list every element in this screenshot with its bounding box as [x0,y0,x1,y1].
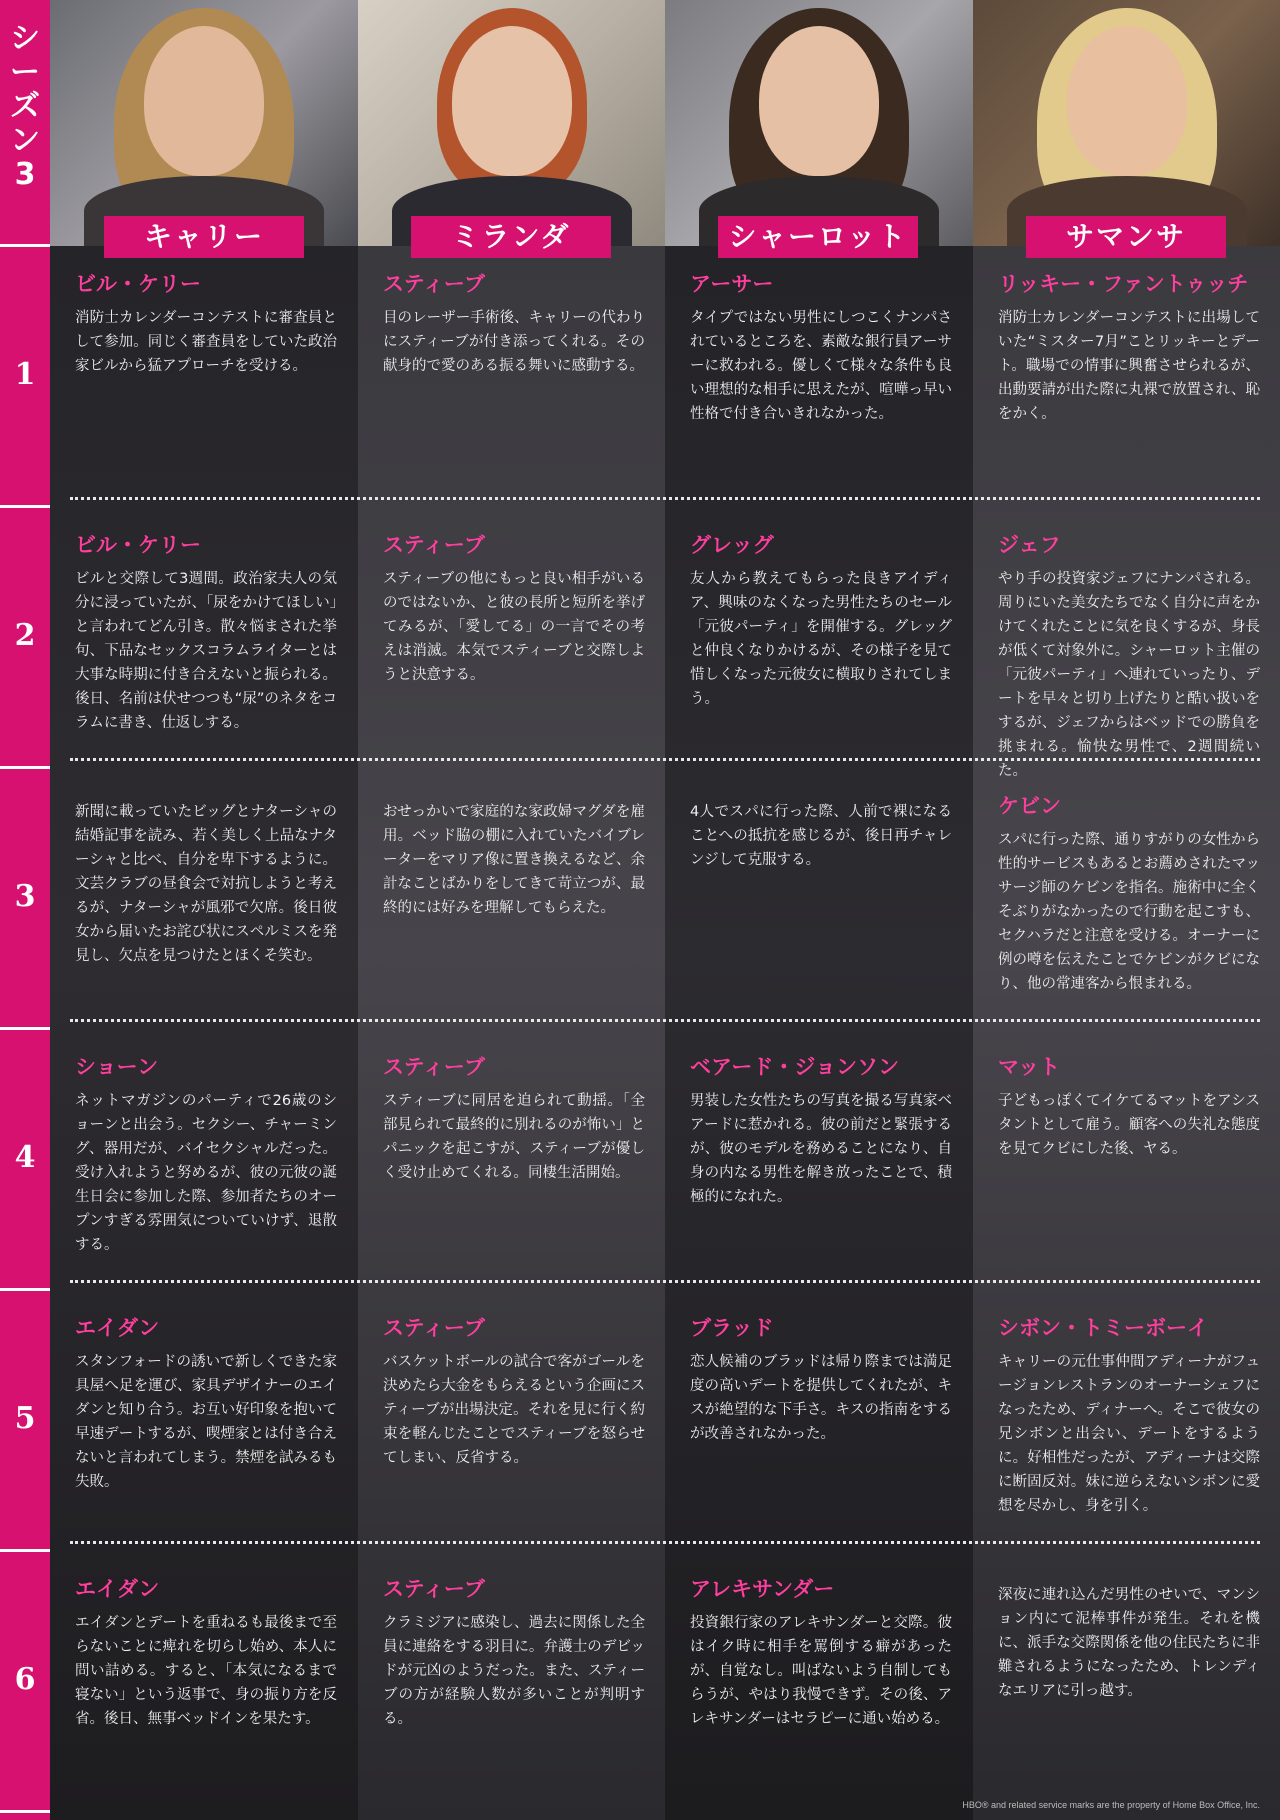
episode-description: クラミジアに感染し、過去に関係した全員に連絡をする羽目に。弁護士のデビッドが元凶のようだった。また、スティーブの方が経験人数が多いことが判明する。 [383,1615,645,1727]
episode-description: 恋人候補のブラッドは帰り際までは満足度の高いデートを提供してくれたが、キスが絶望的な下手さ。キスの指南をするが改善されなかった。 [690,1354,952,1442]
episode-description: キャリーの元仕事仲間アディーナがフュージョンレストランのオーナーシェフになったため、ディナーへ。そこで彼女の兄シボンと出会い、デートをするように。好相性だったが、アディーナは交際に断固反対。妹に逆らえないシボンに愛想を尽かし、身を引く。 [998,1354,1260,1514]
episode-cell-miranda [383,1314,645,1470]
partner-name: ビル・ケリー [75,533,201,557]
episode-description: スティーブに同居を迫られて動揺。「全部見られて最終的に別れるのが怖い」とパニックを起こすが、スティーブが優しく受け止めてくれる。同棲生活開始。 [383,1093,645,1181]
episode-description: 深夜に連れ込んだ男性のせいで、マンション内にて泥棒事件が発生。それを機に、派手な交際関係を他の住民たちに非難されるようになったため、トレンディなエリアに引っ越す。 [998,1587,1260,1699]
season-title-char: ー [10,55,40,90]
episode-cell-carrie [75,1575,337,1731]
partner-name: アレキサンダー [690,1577,835,1601]
episode-number: 2 [14,617,36,653]
miranda-portrait [358,0,665,246]
partner-name: グレッグ [690,533,774,557]
character-name-carrie: キャリー [104,216,304,258]
partner-name: アーサー [690,272,774,296]
episode-description: スタンフォードの誘いで新しくできた家具屋へ足を運び、家具デザイナーのエイダンと知り合う。お互い好印象を抱いて早速デートするが、喫煙家とは付き合えないと言われてしまう。禁煙を試みるも失敗。 [75,1354,337,1490]
episode-description: 目のレーザー手術後、キャリーの代わりにスティーブが付き添ってくれる。その献身的で愛のある振る舞いに感動する。 [383,310,645,374]
partner-name: ビル・ケリー [75,272,201,296]
episode-description: スティーブの他にもっと良い相手がいるのではないか、と彼の長所と短所を挙げてみるが、「愛してる」の一言でその考えは消滅。本気でスティーブと交際しようと決意する。 [383,571,645,683]
episode-cell-miranda [383,270,645,378]
partner-name: スティーブ [383,1055,485,1079]
episode-cell-carrie [75,270,337,378]
episode-description: やり手の投資家ジェフにナンパされる。周りにいた美女たちでなく自分に声をかけてくれたことに気を良くするが、身長が低くて対象外に。シャーロット主催の「元彼パーティ」へ連れていったり、デートを早々と切り上げたりと酷い扱いをするが、ジェフからはベッドでの勝負を挑まれる。愉快な男性で、2週間続いた。 [998,571,1260,779]
carrie-portrait [50,0,358,246]
season-title [10,22,40,192]
character-name-miranda: ミランダ [411,216,611,258]
row-divider [70,1541,1260,1544]
sidebar-divider [0,1549,50,1552]
partner-name: ブラッド [690,1316,774,1340]
episode-number: 4 [14,1139,36,1175]
episode-cell-charlotte [690,792,952,872]
episode-cell-charlotte [690,1314,952,1446]
episode-description: 子どもっぽくてイケてるマットをアシスタントとして雇う。顧客への失礼な態度を見てクビにした後、ヤる。 [998,1093,1260,1157]
episode-cell-carrie [75,792,337,968]
episode-description: エイダンとデートを重ねるも最後まで至らないことに痺れを切らし始め、本人に問い詰める。すると、「本気になるまで寝ない」という返事で、身の振り方を反省。後日、無事ベッドインを果たす。 [75,1615,337,1727]
season-label [0,0,50,246]
season-title-char: ン [10,123,40,158]
episode-cell-charlotte [690,1575,952,1731]
episode-cell-charlotte [690,531,952,711]
copyright-note: HBO® and related service marks are the property of Home Box Office, Inc. [962,1800,1260,1810]
row-divider [70,497,1260,500]
partner-name: ケビン [998,794,1061,818]
episode-description: 新聞に載っていたビッグとナターシャの結婚記事を読み、若く美しく上品なナターシャと比べ、自分を卑下するように。文芸クラブの昼食会で対抗しようと考えるが、ナターシャが風邪で欠席。後日彼女から届いたお詫び状にスペルミスを発見し、欠点を見つけたとほくそ笑む。 [75,804,337,964]
episode-cell-samantha [998,1575,1260,1703]
episode-description: スパに行った際、通りすがりの女性から性的サービスもあるとお薦めされたマッサージ師のケビンを指名。施術中に全くそぶりがなかったので行動を起こすも、セクハラだと注意を受ける。オーナーに例の噂を伝えたことでケビンがクビになり、他の常連客から恨まれる。 [998,832,1260,992]
episode-cell-samantha [998,1314,1260,1518]
episode-description: タイプではない男性にしつこくナンパされているところを、素敵な銀行員アーサーに救われる。優しくて様々な条件も良い理想的な相手に思えたが、喧嘩っ早い性格で付き合いきれなかった。 [690,310,952,422]
episode-description: バスケットボールの試合で客がゴールを決めたら大金をもらえるという企画にスティーブが出場決定。それを見に行く約束を軽んじたことでスティーブを怒らせてしまい、反省する。 [383,1354,645,1466]
partner-name: ジェフ [998,533,1061,557]
charlotte-portrait [665,0,973,246]
episode-cell-carrie [75,531,337,735]
episode-description: 消防士カレンダーコンテストに審査員として参加。同じく審査員をしていた政治家ビルから猛アプローチを受ける。 [75,310,337,374]
episode-description: 4人でスパに行った際、人前で裸になることへの抵抗を感じるが、後日再チャレンジして克服する。 [690,804,952,868]
episode-description: 消防士カレンダーコンテストに出場していた“ミスター7月”ことリッキーとデート。職場での情事に興奮させられるが、出動要請が出た際に丸裸で放置され、恥をかく。 [998,310,1260,422]
sidebar-divider [0,505,50,508]
episode-cell-miranda [383,531,645,687]
season-title-char: 3 [14,157,36,192]
episode-description: 投資銀行家のアレキサンダーと交際。彼はイク時に相手を罵倒する癖があったが、自覚なし。叫ばないよう自制してもらうが、やはり我慢できず。その後、アレキサンダーはセラピーに通い始める。 [690,1615,952,1727]
sidebar-divider [0,766,50,769]
episode-number: 5 [14,1400,36,1436]
episode-cell-miranda [383,1053,645,1185]
partner-name: スティーブ [383,533,485,557]
partner-name: エイダン [75,1577,160,1601]
partner-name: エイダン [75,1316,160,1340]
episode-cell-miranda [383,1575,645,1731]
partner-name: ショーン [75,1055,159,1079]
episode-cell-carrie [75,1053,337,1257]
partner-name: ベアード・ジョンソン [690,1055,899,1079]
partner-name: スティーブ [383,272,485,296]
episode-cell-miranda [383,792,645,920]
partner-name: マット [998,1055,1061,1079]
samantha-portrait [973,0,1280,246]
episode-cell-samantha [998,1053,1260,1161]
episode-cell-charlotte [690,1053,952,1209]
sidebar-divider [0,244,50,247]
partner-name: スティーブ [383,1577,485,1601]
episode-description: ビルと交際して3週間。政治家夫人の気分に浸っていたが、「尿をかけてほしい」と言われてどん引き。散々悩まされた挙句、下品なセックスコラムライターとは大事な時期に付き合えないと振られる。後日、名前は伏せつつも“尿”のネタをコラムに書き、仕返しする。 [75,571,337,731]
row-divider [70,1019,1260,1022]
sidebar-divider [0,1027,50,1030]
sidebar-divider [0,1288,50,1291]
partner-name: スティーブ [383,1316,485,1340]
episode-description: おせっかいで家庭的な家政婦マグダを雇用。ベッド脇の棚に入れていたバイブレーターをマリア像に置き換えるなど、余計なことばかりをしてきて苛立つが、最終的には好みを理解してもらえた。 [383,804,645,916]
partner-name: シボン・トミーボーイ [998,1316,1208,1340]
character-name-samantha: サマンサ [1026,216,1226,258]
partner-name: リッキー・ファントゥッチ [998,272,1249,296]
episode-description: 男装した女性たちの写真を撮る写真家ベアードに惹かれる。彼の前だと緊張するが、彼のモデルを務めることになり、自身の内なる男性を解き放ったことで、積極的になれた。 [690,1093,952,1205]
episode-cell-samantha [998,531,1260,783]
season-title-char: シ [10,21,40,56]
character-name-charlotte: シャーロット [718,216,918,258]
episode-cell-charlotte [690,270,952,426]
episode-cell-samantha [998,270,1260,426]
episode-description: ネットマガジンのパーティで26歳のショーンと出会う。セクシー、チャーミング、器用だが、バイセクシャルだった。受け入れようと努めるが、彼の元彼の誕生日会に参加した際、参加者たちのオープンすぎる雰囲気についていけず、退散する。 [75,1093,337,1253]
episode-cell-carrie [75,1314,337,1494]
season-title-char: ズ [10,89,40,124]
row-divider [70,1280,1260,1283]
episode-number: 1 [14,356,36,392]
episode-number: 6 [14,1661,36,1697]
episode-cell-samantha [998,792,1260,996]
episode-description: 友人から教えてもらった良きアイディア、興味のなくなった男性たちのセール「元彼パーティ」を開催する。グレッグと仲良くなりかけるが、その様子を見て惜しくなった元彼女に横取りされてしまう。 [690,571,952,707]
sidebar-divider [0,1810,50,1813]
episode-number: 3 [14,878,36,914]
